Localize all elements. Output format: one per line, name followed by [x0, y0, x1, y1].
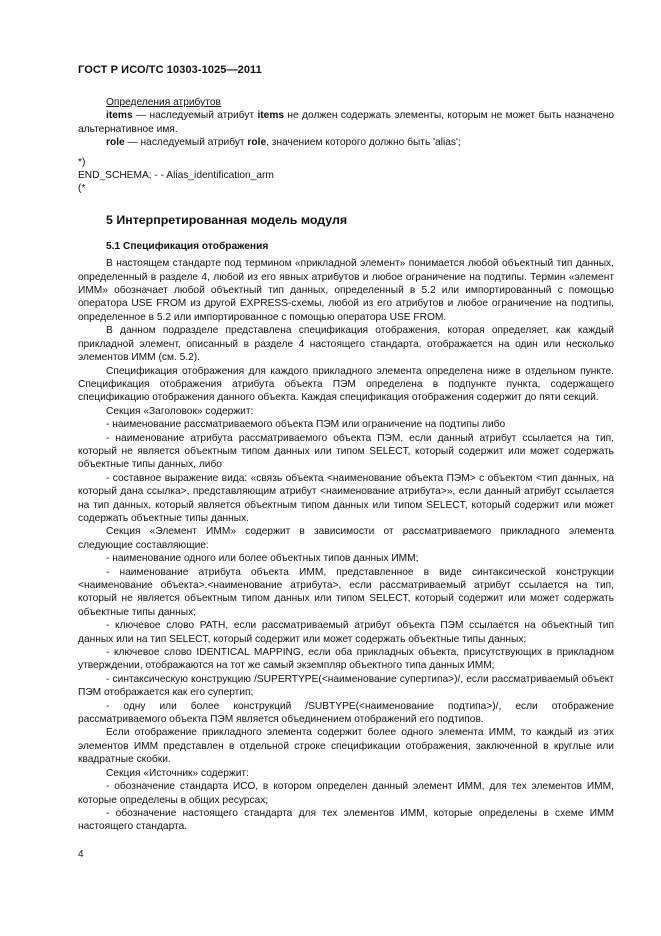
paragraph: Секция «Элемент ИММ» содержит в зависимости от рассматриваемого прикладного элемента следующие составляющие: [78, 526, 614, 551]
items-term: items [106, 110, 133, 122]
paragraph: Спецификация отображения для каждого прикладного элемента определена ниже в отдельном пункте. Спецификация отображения атрибута объекта ПЭМ определена в подпункте пункта, содержащего спецификацию отображения данного объекта. Каждая спецификация отображения содержит до пяти секций. [78, 365, 614, 404]
list-item: - составное выражение вида: «связь объекта <наименование объекта ПЭМ> с объектом <тип данных, на который дана ссылка>, представляющим атрибут <наименование атрибута>», если данный атрибут ссылается на тип данных, который является объектным типом данных или типом SELECT, который содержит или может содержать объектные типы данных. [78, 472, 614, 524]
list-item: - наименование атрибута рассматриваемого объекта ПЭМ, если данный атрибут ссылается на тип, который не является объектным типом данных или типом SELECT, который содержит или может содержать объектные типы данных, либо [78, 432, 614, 471]
role-term: role [106, 137, 125, 149]
code-line-3: (* [78, 183, 86, 195]
role-text-a: — наследуемый атрибут [124, 137, 248, 149]
attributes-heading: Определения атрибутов [106, 97, 221, 108]
items-text-a: — наследуемый атрибут [132, 110, 258, 122]
paragraph: В настоящем стандарте под термином «прикладной элемент» понимается любой объектный тип данных, определенный в разделе 4, любой из его явных атрибутов и любое ограничение на подтипы. Термин «элемент ИММ» обозначает любой объектный тип данных, определенный в 5.2 или импортированный с помощью оператора USE FROM из другой EXPRESS-схемы, любой из его атрибутов и любое ограничение на подтипы, определенное в 5.2 или импортированное с помощью оператора USE FROM. [78, 258, 614, 323]
list-item: - синтаксическую конструкцию /SUPERTYPE(<наименование супертипа>)/, если рассматриваемый объект ПЭМ отображается как его супертип; [78, 673, 614, 699]
list-item: - наименование рассматриваемого объекта ПЭМ или ограничение на подтипы либо [106, 419, 506, 431]
list-item: - ключевое слово PATH, если рассматриваемый атрибут объекта ПЭМ ссылается на объектный тип данных или на тип SELECT, который содержит или может содержать объектные типы данных; [78, 620, 614, 645]
paragraph: В данном подразделе представлена спецификация отображения, которая определяет, как каждый прикладной элемент, описанный в разделе 4 настоящего стандарта, отображается на один или несколько элементов ИММ (см. 5.2). [78, 325, 614, 364]
role-definition [78, 136, 614, 149]
role-text-b: , значением которого должно быть 'alias'; [266, 137, 461, 149]
section-5-1-title: 5.1 Спецификация отображения [106, 240, 269, 252]
page-number: 4 [78, 849, 84, 860]
paragraph: Секция «Заголовок» содержит: [106, 405, 254, 417]
code-line-2: END_SCHEMA; - - Alias_identification_arm [78, 170, 274, 182]
paragraph: Если отображение прикладного элемента содержит более одного элемента ИММ, то каждый из этих элементов ИММ представлен в отдельной строке спецификации отображения, заключенной в круглые или квадратные скобки. [78, 727, 614, 766]
list-item: - наименование одного или более объектных типов данных ИММ; [106, 553, 419, 565]
role-term-2: role [247, 137, 267, 149]
code-line-1: *) [78, 156, 86, 168]
list-item: - ключевое слово IDENTICAL MAPPING, если оба прикладных объекта, присутствующих в прикладном утверждении, отображаются на тот же самый экземпляр объектного типа данных ИММ; [78, 647, 614, 672]
items-text-b: не должен содержать элементы, которым не может быть назначено альтернативное имя. [78, 110, 614, 135]
list-item: - обозначение настоящего стандарта для тех элементов ИММ, которые определены в схеме ИММ настоящего стандарта. [78, 807, 614, 833]
document-header: ГОСТ Р ИСО/ТС 10303-1025—2011 [78, 64, 262, 76]
section-5-title: 5 Интерпретированная модель модуля [106, 212, 348, 227]
list-item: - обозначение стандарта ИСО, в котором определен данный элемент ИММ, для тех элементов ИММ, которые определены в общих ресурсах; [78, 781, 614, 806]
list-item: - наименование атрибута объекта ИММ, представленное в виде синтаксической конструкции <наименование объекта>.<наименование атрибута>, если рассматриваемый атрибут ссылается на тип, который не является объектным типом данных или типом SELECT, который содержит или может содержать объектные типы данных; [78, 566, 614, 618]
list-item: - одну или более конструкций /SUBTYPE(<наименование подтипа>)/, если отображение рассматриваемого объекта ПЭМ является объединением отображений его подтипов. [78, 700, 614, 726]
paragraph: Секция «Источник» содержит: [106, 767, 249, 779]
items-term-2: items [257, 110, 285, 122]
page-content [78, 96, 614, 834]
items-definition [78, 109, 614, 136]
